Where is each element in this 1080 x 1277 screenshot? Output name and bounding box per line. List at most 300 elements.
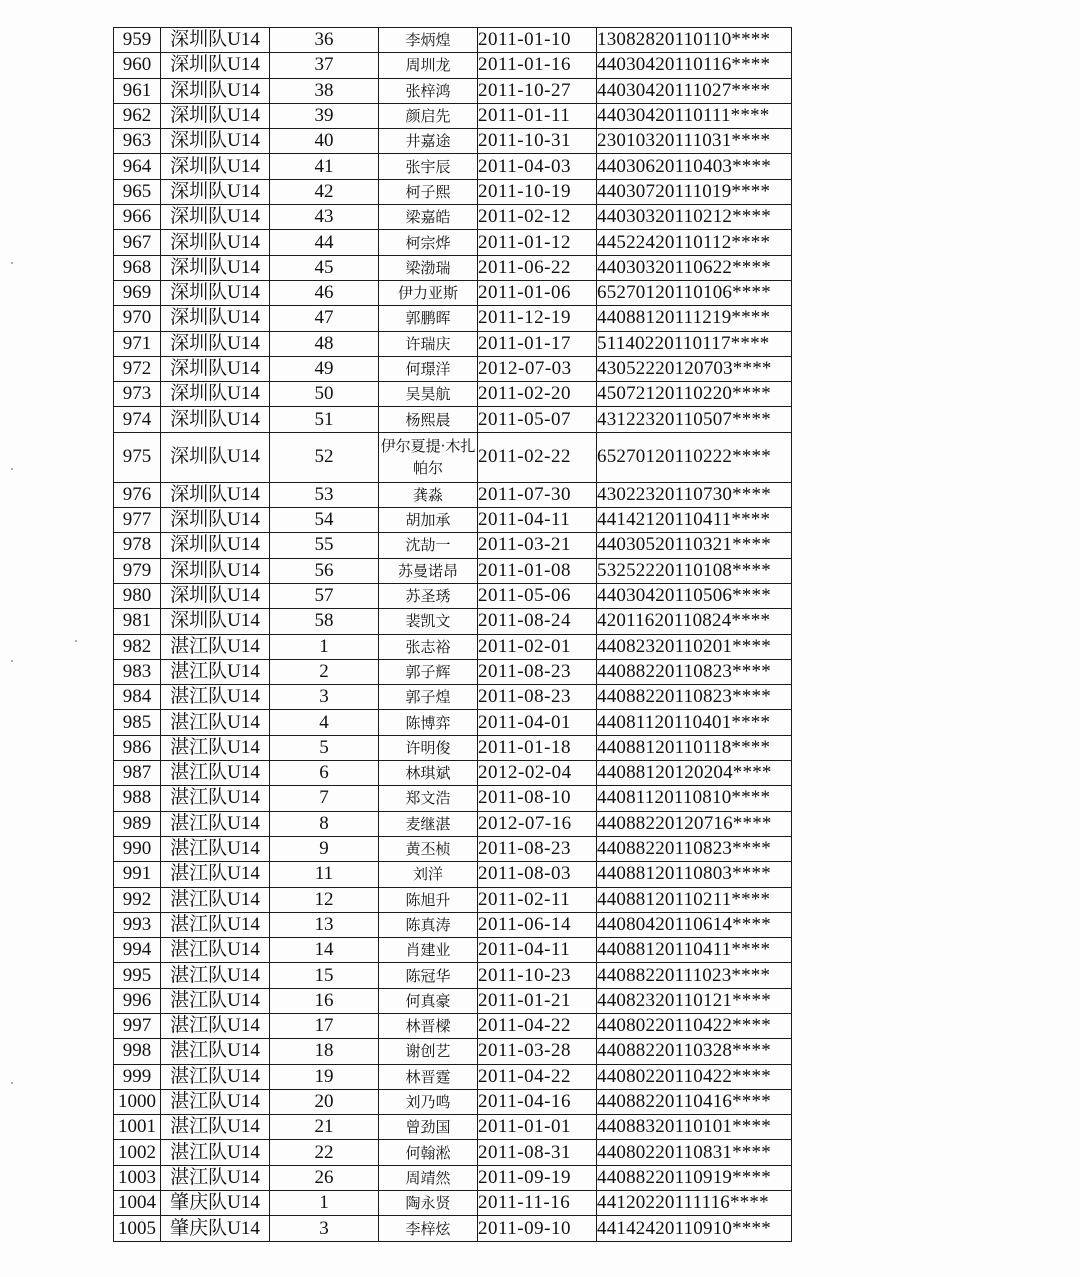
table-row	[114, 938, 792, 963]
row-index-cell: 1004	[114, 1191, 161, 1216]
table-row	[114, 862, 792, 887]
player-name-cell: 梁渤瑞	[379, 255, 478, 280]
row-index-cell: 965	[114, 179, 161, 204]
id-number-cell: 44080220110831****	[597, 1140, 792, 1165]
row-index-cell: 984	[114, 685, 161, 710]
id-number-cell: 43052220120703****	[597, 356, 792, 381]
id-number-cell: 44522420110112****	[597, 230, 792, 255]
player-name-cell: 苏曼诺昂	[379, 558, 478, 583]
player-name-cell: 许瑞庆	[379, 331, 478, 356]
scan-speck	[11, 468, 13, 470]
jersey-number-cell: 14	[270, 938, 379, 963]
birth-date-cell: 2012-02-04	[478, 761, 597, 786]
team-cell: 深圳队U14	[161, 103, 270, 128]
team-cell: 深圳队U14	[161, 356, 270, 381]
id-number-cell: 44088120110411****	[597, 938, 792, 963]
id-number-cell: 44030420111027****	[597, 78, 792, 103]
birth-date-cell: 2011-01-21	[478, 988, 597, 1013]
player-name-cell: 梁嘉皓	[379, 205, 478, 230]
row-index-cell: 982	[114, 634, 161, 659]
row-index-cell: 960	[114, 53, 161, 78]
team-cell: 湛江队U14	[161, 1089, 270, 1114]
jersey-number-cell: 37	[270, 53, 379, 78]
row-index-cell: 1003	[114, 1165, 161, 1190]
player-name-cell: 张宇辰	[379, 154, 478, 179]
table-row	[114, 280, 792, 305]
row-index-cell: 992	[114, 887, 161, 912]
table-row	[114, 1115, 792, 1140]
team-cell: 湛江队U14	[161, 735, 270, 760]
birth-date-cell: 2011-10-19	[478, 179, 597, 204]
birth-date-cell: 2011-10-23	[478, 963, 597, 988]
table-row	[114, 1039, 792, 1064]
id-number-cell: 53252220110108****	[597, 558, 792, 583]
row-index-cell: 996	[114, 988, 161, 1013]
table-row	[114, 811, 792, 836]
row-index-cell: 995	[114, 963, 161, 988]
id-number-cell: 44080220110422****	[597, 1064, 792, 1089]
team-cell: 深圳队U14	[161, 533, 270, 558]
birth-date-cell: 2011-02-12	[478, 205, 597, 230]
player-name-cell: 陈博弈	[379, 710, 478, 735]
table-row	[114, 179, 792, 204]
id-number-cell: 44088220110416****	[597, 1089, 792, 1114]
team-cell: 湛江队U14	[161, 1039, 270, 1064]
row-index-cell: 1005	[114, 1216, 161, 1241]
table-row	[114, 1013, 792, 1038]
player-name-cell: 陈冠华	[379, 963, 478, 988]
id-number-cell: 44030420110116****	[597, 53, 792, 78]
jersey-number-cell: 41	[270, 154, 379, 179]
player-name-cell: 周靖然	[379, 1165, 478, 1190]
team-cell: 深圳队U14	[161, 28, 270, 53]
birth-date-cell: 2011-11-16	[478, 1191, 597, 1216]
birth-date-cell: 2011-04-11	[478, 508, 597, 533]
jersey-number-cell: 1	[270, 1191, 379, 1216]
table-row	[114, 634, 792, 659]
row-index-cell: 974	[114, 407, 161, 432]
jersey-number-cell: 53	[270, 482, 379, 507]
jersey-number-cell: 18	[270, 1039, 379, 1064]
jersey-number-cell: 50	[270, 382, 379, 407]
jersey-number-cell: 26	[270, 1165, 379, 1190]
birth-date-cell: 2011-01-17	[478, 331, 597, 356]
table-row	[114, 963, 792, 988]
birth-date-cell: 2011-04-22	[478, 1064, 597, 1089]
team-cell: 湛江队U14	[161, 1165, 270, 1190]
player-name-cell: 沈劼一	[379, 533, 478, 558]
team-cell: 湛江队U14	[161, 836, 270, 861]
row-index-cell: 971	[114, 331, 161, 356]
id-number-cell: 44030420110506****	[597, 583, 792, 608]
birth-date-cell: 2011-12-19	[478, 306, 597, 331]
table-row	[114, 659, 792, 684]
id-number-cell: 44080220110422****	[597, 1013, 792, 1038]
jersey-number-cell: 56	[270, 558, 379, 583]
team-cell: 深圳队U14	[161, 482, 270, 507]
jersey-number-cell: 38	[270, 78, 379, 103]
row-index-cell: 983	[114, 659, 161, 684]
team-cell: 肇庆队U14	[161, 1191, 270, 1216]
birth-date-cell: 2011-03-21	[478, 533, 597, 558]
player-name-cell: 苏圣琇	[379, 583, 478, 608]
row-index-cell: 968	[114, 255, 161, 280]
table-row	[114, 53, 792, 78]
team-cell: 深圳队U14	[161, 179, 270, 204]
id-number-cell: 44088220110919****	[597, 1165, 792, 1190]
row-index-cell: 990	[114, 836, 161, 861]
player-name-cell: 麦继湛	[379, 811, 478, 836]
row-index-cell: 963	[114, 129, 161, 154]
id-number-cell: 44030620110403****	[597, 154, 792, 179]
birth-date-cell: 2011-01-18	[478, 735, 597, 760]
player-name-cell: 张梓鸿	[379, 78, 478, 103]
player-name-cell: 伊力亚斯	[379, 280, 478, 305]
player-name-cell: 杨熙晨	[379, 407, 478, 432]
row-index-cell: 985	[114, 710, 161, 735]
row-index-cell: 987	[114, 761, 161, 786]
roster-table-body	[114, 28, 792, 1242]
birth-date-cell: 2011-06-22	[478, 255, 597, 280]
player-name-cell: 吴昊航	[379, 382, 478, 407]
birth-date-cell: 2011-02-20	[478, 382, 597, 407]
row-index-cell: 993	[114, 912, 161, 937]
player-name-cell: 郭鹏晖	[379, 306, 478, 331]
team-cell: 湛江队U14	[161, 710, 270, 735]
player-name-cell: 何真豪	[379, 988, 478, 1013]
jersey-number-cell: 11	[270, 862, 379, 887]
player-name-cell: 周圳龙	[379, 53, 478, 78]
team-cell: 湛江队U14	[161, 685, 270, 710]
table-row	[114, 432, 792, 482]
row-index-cell: 994	[114, 938, 161, 963]
id-number-cell: 44088320110101****	[597, 1115, 792, 1140]
row-index-cell: 976	[114, 482, 161, 507]
player-name-cell: 陈旭升	[379, 887, 478, 912]
birth-date-cell: 2011-01-12	[478, 230, 597, 255]
table-row	[114, 407, 792, 432]
row-index-cell: 967	[114, 230, 161, 255]
row-index-cell: 977	[114, 508, 161, 533]
table-row	[114, 255, 792, 280]
jersey-number-cell: 45	[270, 255, 379, 280]
birth-date-cell: 2011-02-22	[478, 432, 597, 482]
jersey-number-cell: 3	[270, 685, 379, 710]
player-name-cell: 肖建业	[379, 938, 478, 963]
jersey-number-cell: 40	[270, 129, 379, 154]
table-row	[114, 331, 792, 356]
jersey-number-cell: 51	[270, 407, 379, 432]
team-cell: 肇庆队U14	[161, 1216, 270, 1241]
player-name-cell: 黄丕桢	[379, 836, 478, 861]
jersey-number-cell: 22	[270, 1140, 379, 1165]
team-cell: 湛江队U14	[161, 659, 270, 684]
jersey-number-cell: 6	[270, 761, 379, 786]
id-number-cell: 44088220120716****	[597, 811, 792, 836]
player-name-cell: 李梓炫	[379, 1216, 478, 1241]
team-cell: 湛江队U14	[161, 887, 270, 912]
team-cell: 深圳队U14	[161, 255, 270, 280]
player-name-cell: 谢创艺	[379, 1039, 478, 1064]
birth-date-cell: 2011-08-31	[478, 1140, 597, 1165]
id-number-cell: 44030320110622****	[597, 255, 792, 280]
table-row	[114, 1140, 792, 1165]
table-row	[114, 710, 792, 735]
team-cell: 湛江队U14	[161, 811, 270, 836]
row-index-cell: 962	[114, 103, 161, 128]
id-number-cell: 44030720111019****	[597, 179, 792, 204]
table-row	[114, 583, 792, 608]
team-cell: 深圳队U14	[161, 154, 270, 179]
jersey-number-cell: 52	[270, 432, 379, 482]
birth-date-cell: 2011-01-08	[478, 558, 597, 583]
jersey-number-cell: 39	[270, 103, 379, 128]
table-row	[114, 887, 792, 912]
id-number-cell: 65270120110222****	[597, 432, 792, 482]
id-number-cell: 42011620110824****	[597, 609, 792, 634]
player-name-cell: 裴凯文	[379, 609, 478, 634]
table-row	[114, 356, 792, 381]
id-number-cell: 44080420110614****	[597, 912, 792, 937]
row-index-cell: 1002	[114, 1140, 161, 1165]
player-name-cell: 柯子熙	[379, 179, 478, 204]
team-cell: 深圳队U14	[161, 331, 270, 356]
id-number-cell: 44088220110328****	[597, 1039, 792, 1064]
birth-date-cell: 2011-08-23	[478, 836, 597, 861]
player-name-cell: 林晋霆	[379, 1064, 478, 1089]
jersey-number-cell: 2	[270, 659, 379, 684]
team-cell: 湛江队U14	[161, 862, 270, 887]
player-name-cell: 林琪斌	[379, 761, 478, 786]
team-cell: 深圳队U14	[161, 306, 270, 331]
team-cell: 湛江队U14	[161, 1115, 270, 1140]
birth-date-cell: 2011-10-27	[478, 78, 597, 103]
jersey-number-cell: 47	[270, 306, 379, 331]
birth-date-cell: 2012-07-03	[478, 356, 597, 381]
birth-date-cell: 2011-08-23	[478, 659, 597, 684]
id-number-cell: 23010320111031****	[597, 129, 792, 154]
jersey-number-cell: 57	[270, 583, 379, 608]
player-name-cell: 郑文浩	[379, 786, 478, 811]
birth-date-cell: 2011-01-16	[478, 53, 597, 78]
jersey-number-cell: 55	[270, 533, 379, 558]
jersey-number-cell: 9	[270, 836, 379, 861]
id-number-cell: 44088120110211****	[597, 887, 792, 912]
birth-date-cell: 2011-04-16	[478, 1089, 597, 1114]
team-cell: 深圳队U14	[161, 129, 270, 154]
table-row	[114, 761, 792, 786]
id-number-cell: 44142120110411****	[597, 508, 792, 533]
team-cell: 深圳队U14	[161, 280, 270, 305]
id-number-cell: 44081120110810****	[597, 786, 792, 811]
player-name-cell: 许明俊	[379, 735, 478, 760]
row-index-cell: 975	[114, 432, 161, 482]
row-index-cell: 969	[114, 280, 161, 305]
player-name-cell: 陈真涛	[379, 912, 478, 937]
table-row	[114, 103, 792, 128]
row-index-cell: 966	[114, 205, 161, 230]
jersey-number-cell: 4	[270, 710, 379, 735]
player-name-cell: 刘洋	[379, 862, 478, 887]
birth-date-cell: 2011-05-06	[478, 583, 597, 608]
row-index-cell: 981	[114, 609, 161, 634]
table-row	[114, 205, 792, 230]
row-index-cell: 1000	[114, 1089, 161, 1114]
table-row	[114, 1089, 792, 1114]
table-row	[114, 912, 792, 937]
table-row	[114, 1216, 792, 1241]
row-index-cell: 964	[114, 154, 161, 179]
player-name-cell: 何璟洋	[379, 356, 478, 381]
birth-date-cell: 2011-01-06	[478, 280, 597, 305]
row-index-cell: 972	[114, 356, 161, 381]
birth-date-cell: 2011-08-03	[478, 862, 597, 887]
id-number-cell: 44088220110823****	[597, 685, 792, 710]
birth-date-cell: 2011-02-01	[478, 634, 597, 659]
row-index-cell: 973	[114, 382, 161, 407]
id-number-cell: 44120220111116****	[597, 1191, 792, 1216]
row-index-cell: 959	[114, 28, 161, 53]
row-index-cell: 989	[114, 811, 161, 836]
id-number-cell: 65270120110106****	[597, 280, 792, 305]
table-row	[114, 382, 792, 407]
table-row	[114, 230, 792, 255]
id-number-cell: 44088120110118****	[597, 735, 792, 760]
row-index-cell: 997	[114, 1013, 161, 1038]
id-number-cell: 44088120120204****	[597, 761, 792, 786]
player-name-cell: 张志裕	[379, 634, 478, 659]
id-number-cell: 51140220110117****	[597, 331, 792, 356]
jersey-number-cell: 44	[270, 230, 379, 255]
row-index-cell: 988	[114, 786, 161, 811]
birth-date-cell: 2011-09-10	[478, 1216, 597, 1241]
birth-date-cell: 2011-07-30	[478, 482, 597, 507]
jersey-number-cell: 16	[270, 988, 379, 1013]
table-row	[114, 129, 792, 154]
jersey-number-cell: 48	[270, 331, 379, 356]
jersey-number-cell: 3	[270, 1216, 379, 1241]
team-cell: 深圳队U14	[161, 508, 270, 533]
table-row	[114, 735, 792, 760]
id-number-cell: 44030320110212****	[597, 205, 792, 230]
birth-date-cell: 2011-01-10	[478, 28, 597, 53]
row-index-cell: 961	[114, 78, 161, 103]
birth-date-cell: 2012-07-16	[478, 811, 597, 836]
jersey-number-cell: 5	[270, 735, 379, 760]
birth-date-cell: 2011-03-28	[478, 1039, 597, 1064]
table-row	[114, 154, 792, 179]
row-index-cell: 978	[114, 533, 161, 558]
table-row	[114, 78, 792, 103]
team-cell: 深圳队U14	[161, 382, 270, 407]
table-row	[114, 685, 792, 710]
birth-date-cell: 2011-01-01	[478, 1115, 597, 1140]
id-number-cell: 13082820110110****	[597, 28, 792, 53]
jersey-number-cell: 17	[270, 1013, 379, 1038]
jersey-number-cell: 21	[270, 1115, 379, 1140]
birth-date-cell: 2011-10-31	[478, 129, 597, 154]
scan-speck	[11, 1082, 13, 1084]
row-index-cell: 998	[114, 1039, 161, 1064]
birth-date-cell: 2011-06-14	[478, 912, 597, 937]
player-name-cell: 井嘉途	[379, 129, 478, 154]
birth-date-cell: 2011-04-11	[478, 938, 597, 963]
row-index-cell: 979	[114, 558, 161, 583]
row-index-cell: 991	[114, 862, 161, 887]
id-number-cell: 44142420110910****	[597, 1216, 792, 1241]
jersey-number-cell: 7	[270, 786, 379, 811]
team-cell: 湛江队U14	[161, 938, 270, 963]
player-name-cell: 伊尔夏提·木扎帕尔	[379, 432, 478, 482]
birth-date-cell: 2011-08-23	[478, 685, 597, 710]
jersey-number-cell: 58	[270, 609, 379, 634]
jersey-number-cell: 1	[270, 634, 379, 659]
id-number-cell: 44082320110201****	[597, 634, 792, 659]
player-name-cell: 郭子辉	[379, 659, 478, 684]
jersey-number-cell: 49	[270, 356, 379, 381]
table-row	[114, 306, 792, 331]
table-row	[114, 1064, 792, 1089]
table-row	[114, 533, 792, 558]
id-number-cell: 45072120110220****	[597, 382, 792, 407]
id-number-cell: 44082320110121****	[597, 988, 792, 1013]
birth-date-cell: 2011-04-22	[478, 1013, 597, 1038]
player-name-cell: 何翰淞	[379, 1140, 478, 1165]
id-number-cell: 44081120110401****	[597, 710, 792, 735]
team-cell: 深圳队U14	[161, 230, 270, 255]
birth-date-cell: 2011-04-03	[478, 154, 597, 179]
team-cell: 深圳队U14	[161, 205, 270, 230]
id-number-cell: 44088220110823****	[597, 836, 792, 861]
birth-date-cell: 2011-08-24	[478, 609, 597, 634]
id-number-cell: 43022320110730****	[597, 482, 792, 507]
row-index-cell: 970	[114, 306, 161, 331]
table-row	[114, 1165, 792, 1190]
player-name-cell: 郭子煌	[379, 685, 478, 710]
table-row	[114, 1191, 792, 1216]
team-cell: 深圳队U14	[161, 407, 270, 432]
id-number-cell: 44088120110803****	[597, 862, 792, 887]
team-cell: 湛江队U14	[161, 1140, 270, 1165]
birth-date-cell: 2011-04-01	[478, 710, 597, 735]
player-name-cell: 林晋樑	[379, 1013, 478, 1038]
team-cell: 深圳队U14	[161, 432, 270, 482]
team-cell: 湛江队U14	[161, 963, 270, 988]
jersey-number-cell: 8	[270, 811, 379, 836]
id-number-cell: 44030420110111****	[597, 103, 792, 128]
team-cell: 湛江队U14	[161, 786, 270, 811]
birth-date-cell: 2011-05-07	[478, 407, 597, 432]
team-cell: 湛江队U14	[161, 1013, 270, 1038]
row-index-cell: 1001	[114, 1115, 161, 1140]
player-name-cell: 龚淼	[379, 482, 478, 507]
player-name-cell: 刘乃鸣	[379, 1089, 478, 1114]
birth-date-cell: 2011-09-19	[478, 1165, 597, 1190]
scan-speck	[75, 640, 77, 642]
id-number-cell: 44088220110823****	[597, 659, 792, 684]
player-name-cell: 柯宗烨	[379, 230, 478, 255]
table-row	[114, 482, 792, 507]
player-roster-table	[113, 27, 792, 1242]
jersey-number-cell: 43	[270, 205, 379, 230]
team-cell: 湛江队U14	[161, 988, 270, 1013]
jersey-number-cell: 36	[270, 28, 379, 53]
team-cell: 深圳队U14	[161, 583, 270, 608]
row-index-cell: 999	[114, 1064, 161, 1089]
table-row	[114, 609, 792, 634]
table-row	[114, 836, 792, 861]
jersey-number-cell: 13	[270, 912, 379, 937]
